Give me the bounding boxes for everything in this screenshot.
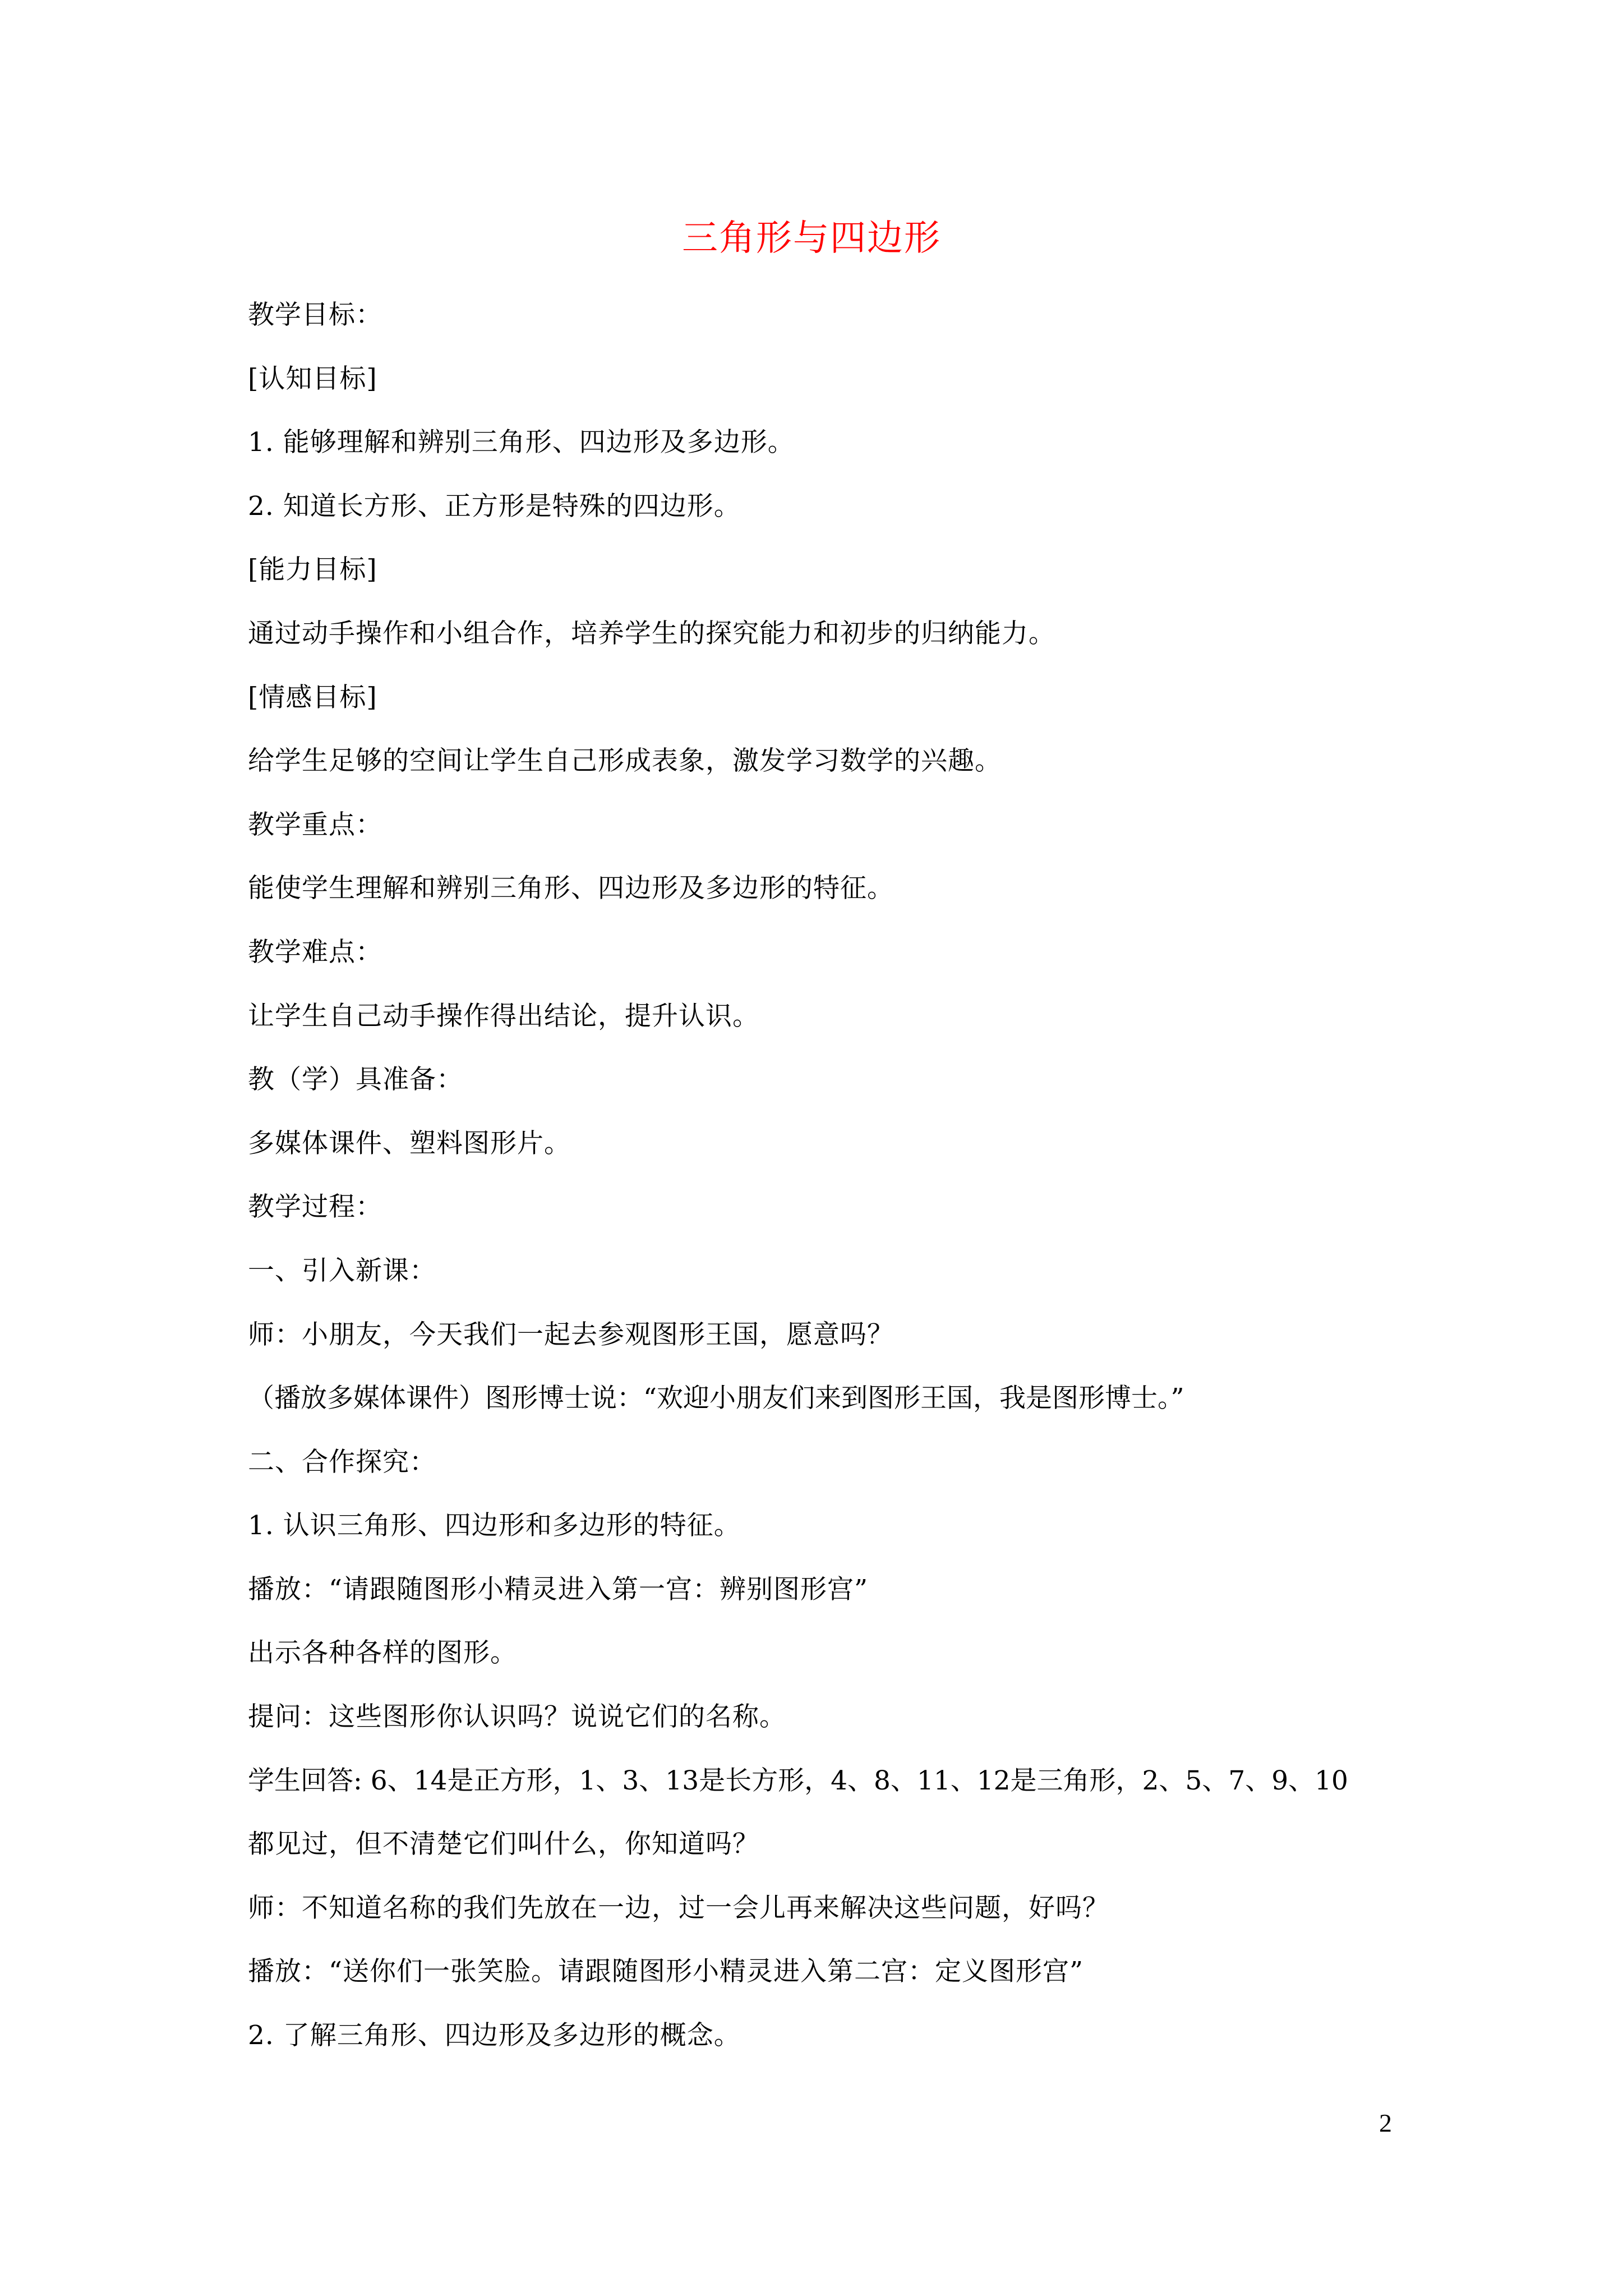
paragraph-line: 师：小朋友，今天我们一起去参观图形王国，愿意吗？ [248,1319,894,1350]
section-heading-teaching-goals: 教学目标： [248,300,382,330]
subheading-introduction: 一、引入新课： [248,1255,436,1286]
subheading-ability-goals: [能力目标] [248,554,377,586]
paragraph-line: 师：不知道名称的我们先放在一边，过一会儿再来解决这些问题，好吗？ [248,1892,1109,1924]
subheading-cooperative-exploration: 二、合作探究： [248,1446,436,1478]
paragraph-line: 给学生足够的空间让学生自己形成表象，激发学习数学的兴趣。 [248,746,1002,777]
paragraph-line: 播放：“请跟随图形小精灵进入第一宫：辨别图形宫” [248,1573,869,1605]
paragraph-line: 提问：这些图形你认识吗？说说它们的名称。 [248,1701,786,1733]
document-title: 三角形与四边形 [682,218,941,259]
paragraph-line: 2. 了解三角形、四边形及多边形的概念。 [248,2020,741,2051]
paragraph-line: 通过动手操作和小组合作，培养学生的探究能力和初步的归纳能力。 [248,618,1055,649]
paragraph-line: 2. 知道长方形、正方形是特殊的四边形。 [248,490,741,522]
paragraph-line: 能使学生理解和辨别三角形、四边形及多边形的特征。 [248,873,894,904]
paragraph-line: 让学生自己动手操作得出结论，提升认识。 [248,1000,759,1032]
section-heading-difficulties: 教学难点： [248,936,382,968]
document-body [248,293,1426,2077]
paragraph-line: 1. 能够理解和辨别三角形、四边形及多边形。 [248,427,795,458]
paragraph-line: 学生回答: 6、14是正方形，1、3、13是长方形，4、8、11、12是三角形，2、5、7、9、10 [248,1765,1348,1796]
paragraph-line: 播放：“送你们一张笑脸。请跟随图形小精灵进入第二宫：定义图形宫” [248,1956,1084,1987]
section-heading-process: 教学过程： [248,1191,382,1223]
subheading-emotional-goals: [情感目标] [248,682,377,713]
section-heading-key-points: 教学重点： [248,809,382,840]
paragraph-line: 多媒体课件、塑料图形片。 [248,1128,571,1159]
paragraph-line: （播放多媒体课件）图形博士说：“欢迎小朋友们来到图形王国，我是图形博士。” [248,1383,1184,1414]
section-heading-materials: 教（学）具准备： [248,1064,463,1096]
subheading-cognitive-goals: [认知目标] [248,363,377,394]
paragraph-line: 出示各种各样的图形。 [248,1637,517,1669]
paragraph-line: 1. 认识三角形、四边形和多边形的特征。 [248,1510,741,1542]
page-number: 2 [1379,2109,1392,2137]
paragraph-line: 都见过，但不清楚它们叫什么，你知道吗？ [248,1829,759,1860]
